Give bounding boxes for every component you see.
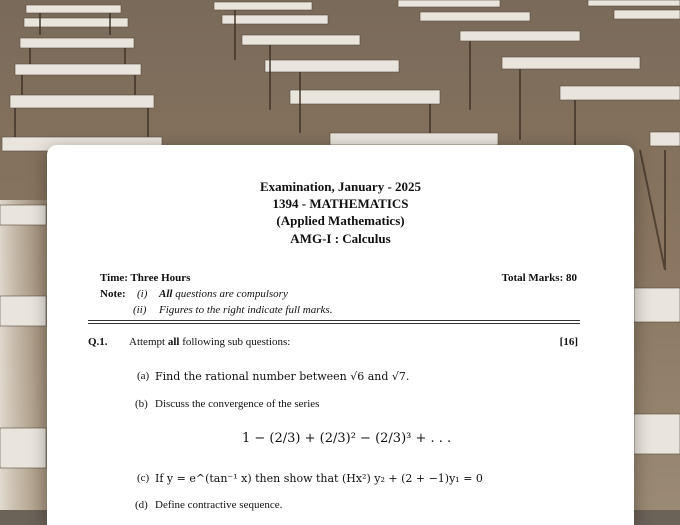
question-number: Q.1. bbox=[88, 336, 108, 348]
part-b-text: Discuss the convergence of the series bbox=[155, 398, 320, 410]
exam-stream: (Applied Mathematics) bbox=[276, 213, 405, 228]
note-1-number: (i) bbox=[137, 288, 148, 300]
time-label: Time: Three Hours bbox=[100, 272, 191, 284]
divider-top bbox=[88, 320, 580, 321]
part-d-label: (d) bbox=[135, 499, 148, 511]
note-2-number: (ii) bbox=[133, 304, 147, 316]
divider-bottom bbox=[88, 323, 580, 324]
note-label: Note: bbox=[100, 288, 126, 300]
series-expression: 1 − (2/3) + (2/3)² − (2/3)³ + . . . bbox=[242, 431, 452, 446]
part-a-label: (a) bbox=[137, 370, 150, 382]
exam-title: Examination, January - 2025 bbox=[259, 179, 422, 194]
part-d-text: Define contractive sequence. bbox=[155, 499, 283, 511]
total-marks: Total Marks: 80 bbox=[501, 272, 577, 284]
part-a-text: Find the rational number between √6 and √7. bbox=[155, 370, 410, 383]
part-c-label: (c) bbox=[137, 472, 150, 484]
question-instruction: Attempt all following sub questions: bbox=[129, 336, 291, 348]
part-c-text: If y = e^(tan⁻¹ x) then show that (Hx²) y₂ + (2 + −1)y₁ = 0 bbox=[155, 472, 483, 485]
exam-subject: 1394 - MATHEMATICS bbox=[272, 196, 409, 211]
exam-paper bbox=[47, 145, 634, 525]
part-b-label: (b) bbox=[135, 398, 148, 410]
question-marks: [16] bbox=[559, 336, 578, 348]
note-2: Figures to the right indicate full marks. bbox=[159, 304, 333, 316]
exam-course: AMG-I : Calculus bbox=[290, 231, 391, 246]
note-1: All questions are compulsory bbox=[159, 288, 288, 300]
